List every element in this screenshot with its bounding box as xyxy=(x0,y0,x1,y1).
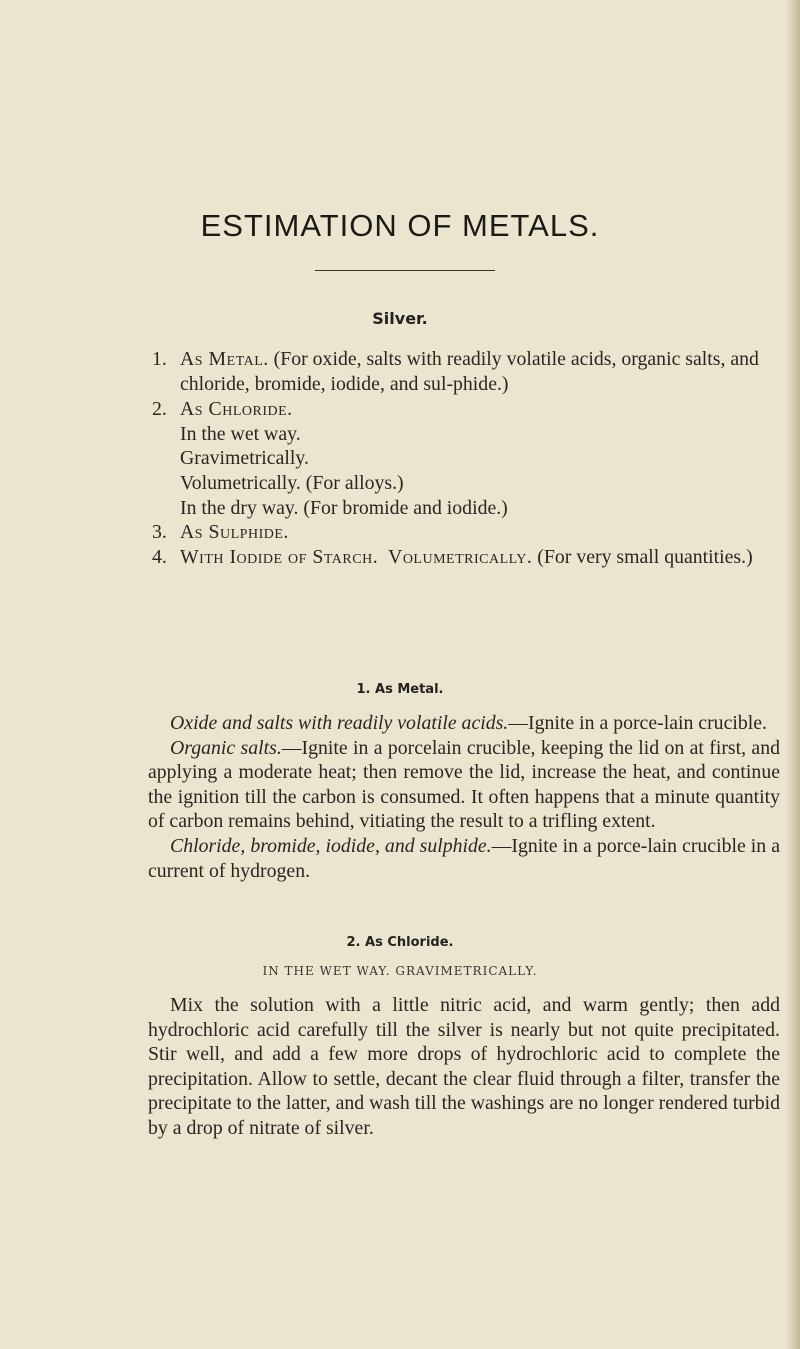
list-number: 4. xyxy=(152,545,167,568)
list-head: With Iodide of Starch. xyxy=(180,545,379,568)
list-text: (For oxide, salts with readily volatile acids, organic salts, and chloride, bromide, iodide, and sul-phide.) xyxy=(180,348,759,395)
subheading: IN THE WET WAY. GRAVIMETRICALLY. xyxy=(262,964,538,978)
as-chloride-section xyxy=(148,993,780,1141)
section-heading-as-chloride: 2. As Chloride. xyxy=(346,935,454,950)
list-item xyxy=(152,545,792,570)
paragraph-text: —Ignite in a porce-lain crucible. xyxy=(508,712,767,734)
page-edge xyxy=(786,0,800,1349)
list-subitem: In the dry way. (For bromide and iodide.) xyxy=(180,496,508,519)
list-head: Volumetrically. xyxy=(388,545,533,568)
list-subitem: Volumetrically. (For alloys.) xyxy=(180,471,404,494)
list-number: 1. xyxy=(152,348,167,370)
list-item xyxy=(152,347,792,396)
section-heading-as-metal: 1. As Metal. xyxy=(356,682,444,697)
list-number: 3. xyxy=(152,521,167,544)
list-head: As Chloride. xyxy=(180,398,293,421)
list-item xyxy=(152,520,792,545)
title-rule xyxy=(315,270,495,271)
paragraph-text: —Ignite in a porcelain crucible, keeping the lid on at first, and applying a moderate heat; then remove the lid, increase the heat, and continue the ignition till the carbon is consumed. It often happens that a minute quantity of carbon remains behind, vitiating the result to a trifling extent. xyxy=(148,736,780,833)
list-subitem: In the wet way. xyxy=(180,422,301,445)
paragraph xyxy=(148,834,780,883)
paragraph-lead: Chloride, bromide, iodide, and sulphide. xyxy=(170,834,492,857)
list-subitem: Gravimetrically. xyxy=(180,447,309,470)
list-head: As Metal. xyxy=(180,348,269,370)
paragraph-text: —Ignite in a porce-lain crucible in a current of hydrogen. xyxy=(148,834,780,882)
as-metal-section xyxy=(148,711,780,883)
list-number: 2. xyxy=(152,398,167,421)
list-text: (For very small quantities.) xyxy=(532,545,753,568)
paragraph: Mix the solution with a little nitric acid, and warm gently; then add hydrochloric acid carefully till the silver is nearly but not quite precipitated. Stir well, and add a few more drops of hydrochloric acid to complete the precipitation. Allow to settle, decant the clear fluid through a filter, transfer the precipitate to the latter, and wash till the washings are no longer rendered turbid by a drop of nitrate of silver. xyxy=(148,994,780,1139)
paragraph xyxy=(148,711,780,736)
paragraph-lead: Oxide and salts with readily volatile acids. xyxy=(170,712,509,734)
paragraph-lead: Organic salts. xyxy=(170,736,282,759)
page-title: ESTIMATION OF METALS. xyxy=(200,208,600,243)
list-item xyxy=(152,397,792,520)
paragraph xyxy=(148,736,780,834)
list-head: As Sulphide. xyxy=(180,521,289,544)
section-heading-silver: Silver. xyxy=(372,309,428,328)
method-list xyxy=(152,347,792,569)
